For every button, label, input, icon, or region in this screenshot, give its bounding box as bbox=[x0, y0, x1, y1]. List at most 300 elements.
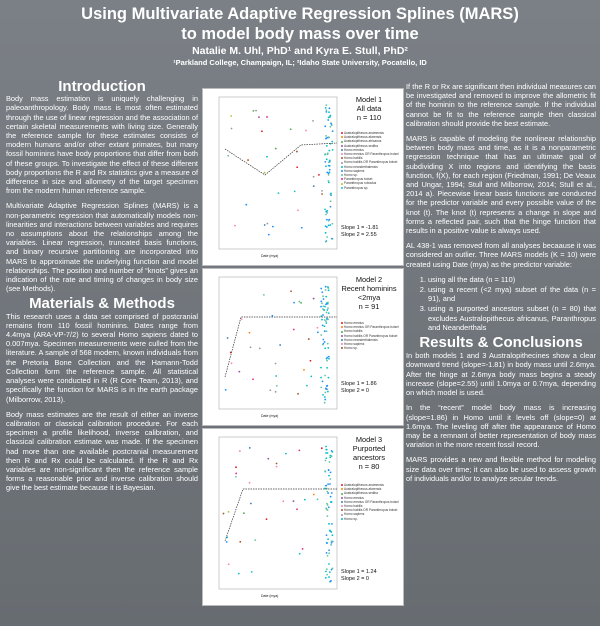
data-point bbox=[327, 309, 329, 311]
data-point bbox=[326, 312, 328, 314]
data-point bbox=[324, 125, 326, 127]
model-3-count: n = 80 bbox=[358, 462, 380, 471]
data-point bbox=[327, 153, 329, 155]
data-point bbox=[320, 377, 322, 379]
data-point bbox=[245, 204, 247, 206]
data-point bbox=[239, 541, 241, 543]
data-point bbox=[328, 377, 330, 379]
legend-label: Homo sapiens bbox=[344, 342, 365, 347]
data-point bbox=[330, 531, 332, 533]
data-point bbox=[328, 161, 330, 163]
model-2-xlabel: Date (mya) bbox=[261, 414, 279, 418]
data-point bbox=[329, 580, 331, 582]
data-point bbox=[321, 193, 323, 195]
data-point bbox=[250, 346, 252, 348]
legend-swatch bbox=[341, 170, 343, 172]
intro-heading: Introduction bbox=[58, 78, 146, 95]
legend-label: Homo sapiens bbox=[344, 512, 365, 517]
data-point bbox=[322, 344, 324, 346]
data-point bbox=[328, 312, 330, 314]
legend-label: Homo sapiens bbox=[344, 168, 365, 173]
data-point bbox=[322, 380, 324, 382]
data-point bbox=[290, 290, 292, 292]
legend-swatch bbox=[341, 505, 343, 507]
data-point bbox=[235, 473, 237, 475]
legend-swatch bbox=[341, 518, 343, 520]
data-point bbox=[326, 552, 328, 554]
model-3-name: Model 3 bbox=[355, 435, 383, 444]
data-point bbox=[261, 130, 263, 132]
data-point bbox=[328, 469, 330, 471]
legend-swatch bbox=[341, 162, 343, 164]
data-point bbox=[324, 347, 326, 349]
data-point bbox=[231, 128, 233, 130]
data-point bbox=[276, 385, 278, 387]
legend-label: Australopithecus afarensis bbox=[344, 487, 382, 492]
data-point bbox=[324, 161, 326, 163]
data-point bbox=[327, 515, 329, 517]
data-point bbox=[301, 227, 303, 229]
data-point bbox=[320, 386, 322, 388]
data-point bbox=[329, 478, 331, 480]
data-point bbox=[313, 494, 315, 496]
data-point bbox=[330, 496, 332, 498]
affiliations: ¹Parkland College, Champaign, IL; ²Idaho State University, Pocatello, ID bbox=[173, 58, 427, 67]
data-point bbox=[325, 577, 327, 579]
model-3-subtitle: Purported bbox=[352, 444, 386, 453]
data-point bbox=[330, 501, 332, 503]
data-point bbox=[330, 471, 332, 473]
data-point bbox=[227, 337, 229, 339]
data-point bbox=[296, 508, 298, 510]
data-point bbox=[303, 369, 305, 371]
data-point bbox=[325, 296, 327, 298]
data-point bbox=[321, 190, 323, 192]
data-point bbox=[326, 219, 328, 221]
intro-paragraph-2: Multivariate Adaptive Regression Splines (MARS) is a non-parametric regression that automatically models non-linearities and interactions between variables and requires no assumptions about the relationships among the variables. Linear regression, truncated basis functions, and binary recursive partitioning are incorporated into MARS to approximate the underlying function and model relationships. The position and number of “knots” gives an indication of the rate and timing of changes in body size (see Methods). bbox=[6, 201, 198, 294]
data-point bbox=[297, 393, 299, 395]
model-2-panel bbox=[202, 268, 404, 426]
data-point bbox=[322, 339, 324, 341]
data-point bbox=[297, 209, 299, 211]
data-point bbox=[331, 523, 333, 525]
data-point bbox=[317, 498, 319, 500]
data-point bbox=[325, 135, 327, 137]
data-point bbox=[226, 536, 228, 538]
data-point bbox=[285, 453, 287, 455]
intro-paragraph-1: Body mass estimation is uniquely challenging in paleoanthropology. Body mass is most often estimated through the use of linear regression and the association of certain skeletal measurements with living size. Generally the reference sample for these estimates consists of modern humans and/or other extant primates, but many fossil hominins have body proportions that differ from both of these groups. To investigate the effect of these different body proportions the R and Rx statistics give a measure of difference in size and allometry of the target specimen from the modern human reference sample. bbox=[6, 94, 198, 196]
model-1-name: Model 1 bbox=[355, 95, 383, 104]
data-point bbox=[258, 116, 260, 118]
data-point bbox=[326, 236, 328, 238]
model-2-name: Model 2 bbox=[355, 275, 383, 284]
data-point bbox=[223, 513, 225, 515]
legend-label: Homo sp. bbox=[344, 173, 358, 178]
data-point bbox=[329, 116, 331, 118]
data-point bbox=[263, 294, 265, 296]
legend-label: Homo sp. bbox=[344, 516, 358, 521]
data-point bbox=[329, 160, 331, 162]
data-point bbox=[234, 225, 236, 227]
data-point bbox=[325, 457, 327, 459]
model-3-xlabel: Date (mya) bbox=[261, 594, 279, 598]
legend-swatch bbox=[341, 141, 343, 143]
data-point bbox=[243, 512, 245, 514]
model-1-xlabel: Date (mya) bbox=[261, 254, 279, 258]
data-point bbox=[326, 568, 328, 570]
legend-label: Australopithecus afarensis bbox=[344, 135, 382, 140]
data-point bbox=[328, 563, 330, 565]
data-point bbox=[325, 449, 327, 451]
data-point bbox=[332, 130, 334, 132]
legend-label: Homo habilis bbox=[344, 156, 363, 161]
data-point bbox=[276, 466, 278, 468]
data-point bbox=[326, 137, 328, 139]
data-point bbox=[326, 491, 328, 493]
data-point bbox=[331, 238, 333, 240]
results-paragraph-3: MARS provides a new and flexible method for modeling size data over time; it can also be used to assess growth of individuals and/or to analyze secular trends. bbox=[406, 455, 596, 483]
data-point bbox=[255, 110, 257, 112]
data-point bbox=[264, 172, 266, 174]
data-point bbox=[266, 518, 268, 520]
data-point bbox=[305, 130, 307, 132]
model-2-subtitle: Recent hominins bbox=[341, 284, 397, 293]
legend-label: Homo habilis OR Paranthropus boisei bbox=[344, 160, 398, 165]
data-point bbox=[250, 503, 252, 505]
data-point bbox=[325, 241, 327, 243]
data-point bbox=[327, 483, 329, 485]
data-point bbox=[275, 363, 277, 365]
legend-label: Homo habilis bbox=[344, 329, 363, 334]
legend-label: Homo habilis OR Paranthropus boisei bbox=[344, 333, 398, 338]
data-point bbox=[235, 466, 237, 468]
methods-paragraph-2: Body mass estimates are the result of either an inverse calibration or classical calibration procedure. For each specimen a profile likelihood, inverse calibration, and classical calibration estimate was made. If the specimen had more than one available postcranial measurement then R and Rx could be calculated. If the R and Rx variables are non-significant then the reference sample forms a reasonable prior and inverse calibration should give the best estimate because it is Bayesian. bbox=[6, 409, 198, 493]
data-point bbox=[328, 475, 330, 477]
data-point bbox=[249, 447, 251, 449]
legend-swatch bbox=[341, 174, 343, 176]
legend-label: Australopithecus sediba bbox=[344, 143, 378, 148]
data-point bbox=[324, 399, 326, 401]
legend-swatch bbox=[341, 335, 343, 337]
data-point bbox=[321, 302, 323, 304]
model-1-slopes bbox=[341, 225, 378, 239]
data-point bbox=[328, 552, 330, 554]
data-point bbox=[226, 541, 228, 543]
data-point bbox=[300, 302, 302, 304]
data-point bbox=[328, 356, 330, 358]
model-2-count: n = 91 bbox=[358, 302, 380, 311]
model-list bbox=[406, 275, 596, 332]
data-point bbox=[324, 470, 326, 472]
legend-label: Homo sp. bbox=[344, 346, 358, 351]
data-point bbox=[325, 322, 327, 324]
model-3-slope-1: Slope 1 = 1.24 bbox=[341, 569, 377, 575]
results-paragraph-1: In both models 1 and 3 Australopithecines show a clear downward trend (slope=-1.81) in body mass until 2.6mya. After the hinge at 2.6mya body mass begins a steady increase (slope=2.55) until 1.0mya or 0.7mya, depending on which model is used. bbox=[406, 351, 596, 398]
data-point bbox=[325, 571, 327, 573]
results-heading: Results & Conclusions bbox=[419, 334, 583, 352]
data-point bbox=[330, 544, 332, 546]
data-point bbox=[331, 450, 333, 452]
model-1-subtitle: All data bbox=[356, 104, 382, 113]
data-point bbox=[327, 318, 329, 320]
data-point bbox=[325, 153, 327, 155]
data-point bbox=[296, 151, 298, 153]
data-point bbox=[328, 576, 330, 578]
legend-swatch bbox=[341, 187, 343, 189]
legend-label: Australopithecus anamensis bbox=[344, 483, 384, 487]
model-1-slope-2: Slope 2 = 2.55 bbox=[341, 232, 377, 238]
data-point bbox=[313, 185, 315, 187]
legend-swatch bbox=[341, 501, 343, 503]
legend-swatch bbox=[341, 145, 343, 147]
model-1-panel bbox=[202, 88, 404, 266]
data-point bbox=[322, 295, 324, 297]
data-point bbox=[264, 224, 266, 226]
legend-label: Australopithecus anamensis bbox=[344, 131, 384, 135]
legend-swatch bbox=[341, 153, 343, 155]
data-point bbox=[325, 107, 327, 109]
data-point bbox=[328, 506, 330, 508]
legend-swatch bbox=[341, 343, 343, 345]
results-paragraph-2: In the “recent” model body mass is increasing (slope=1.86) in Homo until it levels off (slope=0) at 1.6mya. The leveling off after the appearance of Homo may be a remnant of better representation of body mass variation in the more recent fossil record. bbox=[406, 403, 596, 450]
data-point bbox=[302, 548, 304, 550]
data-point bbox=[327, 555, 329, 557]
data-point bbox=[238, 371, 240, 373]
data-point bbox=[293, 302, 295, 304]
data-point bbox=[329, 530, 331, 532]
data-point bbox=[230, 115, 232, 117]
data-point bbox=[327, 286, 329, 288]
data-point bbox=[327, 343, 329, 345]
data-point bbox=[332, 223, 334, 225]
data-point bbox=[325, 460, 327, 462]
right-paragraph-3: AL 438-1 was removed from all analyses becaause it was considered an outlier. Three MARS models (K = 10) were created using Date (mya) as the predictor variable: bbox=[406, 241, 596, 269]
data-point bbox=[326, 226, 328, 228]
data-point bbox=[324, 330, 326, 332]
model-1-slope-1: Slope 1 = -1.81 bbox=[341, 225, 379, 231]
model-3-label bbox=[341, 435, 397, 471]
data-point bbox=[328, 289, 330, 291]
data-point bbox=[293, 329, 295, 331]
data-point bbox=[325, 232, 327, 234]
data-point bbox=[328, 523, 330, 525]
data-point bbox=[254, 539, 256, 541]
legend-swatch bbox=[341, 136, 343, 138]
model-2-legend bbox=[341, 321, 399, 350]
data-point bbox=[304, 499, 306, 501]
data-point bbox=[322, 308, 324, 310]
data-point bbox=[320, 334, 322, 336]
data-point bbox=[325, 388, 327, 390]
data-point bbox=[296, 166, 298, 168]
methods-heading: Materials & Methods bbox=[29, 295, 175, 313]
plot-frame bbox=[219, 97, 337, 249]
data-point bbox=[228, 563, 230, 565]
model-2-slope-2: Slope 2 = 0 bbox=[341, 388, 369, 394]
data-point bbox=[239, 450, 241, 452]
legend-label: Homo erectus bbox=[344, 495, 364, 500]
data-point bbox=[293, 500, 295, 502]
mars-fit-line bbox=[225, 143, 337, 175]
data-point bbox=[329, 483, 331, 485]
data-point bbox=[268, 234, 270, 236]
legend-label: Australopithecus africanus bbox=[344, 139, 382, 144]
data-point bbox=[267, 458, 269, 460]
data-point bbox=[328, 111, 330, 113]
data-point bbox=[225, 389, 227, 391]
data-point bbox=[326, 367, 328, 369]
data-point bbox=[251, 571, 253, 573]
data-point bbox=[326, 158, 328, 160]
data-point bbox=[278, 192, 280, 194]
methods-paragraph-1: This research uses a data set comprised of postcranial remains from 110 fossil hominins. Dates range from 4.4mya (ARA-VP-7/2) to several Homo sapiens dated to 0.007mya. Specimen measurements were culled from the literature. A sample of 568 modern, known individuals from the Pretoria Bone Collection and the Hamann-Todd Collection form the reference sample. All statistical analyses were conducted in R (R Core Team, 2013), and specifically the function for MARS is in the earth package (Milborrow, 2013). bbox=[6, 311, 198, 404]
poster-title-line2: to model body mass over time bbox=[181, 25, 419, 43]
data-point bbox=[312, 120, 314, 122]
data-point bbox=[279, 344, 281, 346]
legend-label: Australopithecus sediba bbox=[344, 491, 378, 496]
data-point bbox=[310, 375, 312, 377]
legend-swatch bbox=[341, 326, 343, 328]
data-point bbox=[320, 306, 322, 308]
data-point bbox=[227, 155, 229, 157]
data-point bbox=[247, 159, 249, 161]
data-point bbox=[326, 385, 328, 387]
data-point bbox=[327, 180, 329, 182]
data-point bbox=[323, 298, 325, 300]
legend-entry bbox=[341, 517, 399, 521]
data-point bbox=[327, 119, 329, 121]
legend-label: Homo habilis OR Paranthropus boisei bbox=[344, 508, 398, 513]
data-point bbox=[275, 375, 277, 377]
data-point bbox=[330, 123, 332, 125]
data-point bbox=[321, 319, 323, 321]
model-1-legend bbox=[341, 131, 399, 190]
model-2-slope-1: Slope 1 = 1.86 bbox=[341, 381, 377, 387]
data-point bbox=[322, 394, 324, 396]
data-point bbox=[322, 324, 324, 326]
data-point bbox=[331, 541, 333, 543]
data-point bbox=[321, 447, 323, 449]
data-point bbox=[326, 145, 328, 147]
data-point bbox=[327, 538, 329, 540]
right-column bbox=[406, 82, 596, 489]
model-list-item: 1. using all the data (n = 110) bbox=[428, 275, 596, 284]
data-point bbox=[327, 347, 329, 349]
left-column bbox=[6, 78, 198, 499]
legend-label: Homo erectus bbox=[344, 147, 364, 152]
right-paragraph-1: If the R or Rx are significant then individual measures can be investigated and removed to improve the allometric fit of the hominin to the reference sample. If the individual cannot be fit to the reference sample then classical calibration should provide the best estimate. bbox=[406, 82, 596, 128]
data-point bbox=[276, 463, 278, 465]
data-point bbox=[330, 192, 332, 194]
model-list-item: 2. using a recent (<2 mya) subset of the data (n = 91), and bbox=[428, 285, 596, 303]
data-point bbox=[326, 534, 328, 536]
data-point bbox=[290, 128, 292, 130]
legend-label: Homo erectus OR Paranthropus boisei bbox=[344, 499, 399, 504]
data-point bbox=[324, 392, 326, 394]
data-point bbox=[328, 358, 330, 360]
data-point bbox=[316, 327, 318, 329]
data-point bbox=[326, 574, 328, 576]
data-point bbox=[328, 150, 330, 152]
authors: Natalie M. Uhl, PhD¹ and Kyra E. Stull, PhD² bbox=[192, 45, 408, 57]
data-point bbox=[332, 567, 334, 569]
mars-fit-line bbox=[225, 489, 337, 541]
plot-frame bbox=[219, 277, 337, 409]
legend-swatch bbox=[341, 488, 343, 490]
data-point bbox=[329, 461, 331, 463]
legend-swatch bbox=[341, 331, 343, 333]
legend-swatch bbox=[341, 493, 343, 495]
data-point bbox=[329, 571, 331, 573]
data-point bbox=[331, 141, 333, 143]
data-point bbox=[329, 456, 331, 458]
data-point bbox=[326, 542, 328, 544]
data-point bbox=[322, 305, 324, 307]
legend-swatch bbox=[341, 183, 343, 185]
data-point bbox=[325, 446, 327, 448]
legend-label: Homo neanderthalensis bbox=[344, 164, 378, 169]
data-point bbox=[321, 291, 323, 293]
plot-frame bbox=[219, 437, 337, 589]
data-point bbox=[317, 331, 319, 333]
data-point bbox=[320, 367, 322, 369]
data-point bbox=[267, 223, 269, 225]
data-point bbox=[327, 391, 329, 393]
data-point bbox=[235, 476, 237, 478]
model-1-label bbox=[341, 95, 397, 122]
data-point bbox=[299, 553, 301, 555]
legend-label: Homo erectus OR Paranthropus boisei bbox=[344, 325, 399, 330]
data-point bbox=[306, 385, 308, 387]
model-3-subtitle-2: ancestors bbox=[352, 453, 386, 462]
poster-title-line1: Using Multivariate Adaptive Regression Splines (MARS) bbox=[81, 5, 519, 23]
model-3-slope-2: Slope 2 = 0 bbox=[341, 576, 369, 582]
model-1-count: n = 110 bbox=[356, 113, 382, 122]
data-point bbox=[231, 362, 233, 364]
data-point bbox=[325, 165, 327, 167]
legend-label: Homo habilis bbox=[344, 504, 363, 509]
data-point bbox=[329, 169, 331, 171]
poster-header bbox=[0, 4, 600, 67]
data-point bbox=[326, 111, 328, 113]
legend-swatch bbox=[341, 347, 343, 349]
legend-swatch bbox=[341, 157, 343, 159]
data-point bbox=[325, 286, 327, 288]
data-point bbox=[332, 149, 334, 151]
data-point bbox=[326, 330, 328, 332]
legend-swatch bbox=[341, 132, 343, 134]
data-point bbox=[331, 492, 333, 494]
data-point bbox=[310, 360, 312, 362]
data-point bbox=[249, 482, 251, 484]
data-point bbox=[253, 110, 255, 112]
data-point bbox=[313, 298, 315, 300]
model-2-slopes bbox=[341, 381, 377, 395]
legend-swatch bbox=[341, 509, 343, 511]
legend-swatch bbox=[341, 166, 343, 168]
data-point bbox=[327, 492, 329, 494]
data-point bbox=[328, 219, 330, 221]
data-point bbox=[249, 332, 251, 334]
data-point bbox=[328, 549, 330, 551]
model-2-subtitle-2: <2mya bbox=[357, 293, 381, 302]
data-point bbox=[329, 126, 331, 128]
data-point bbox=[282, 500, 284, 502]
data-point bbox=[327, 307, 329, 309]
data-point bbox=[326, 357, 328, 359]
legend-label: Homo neanderthalensis bbox=[344, 337, 378, 342]
legend-entry bbox=[341, 186, 399, 190]
